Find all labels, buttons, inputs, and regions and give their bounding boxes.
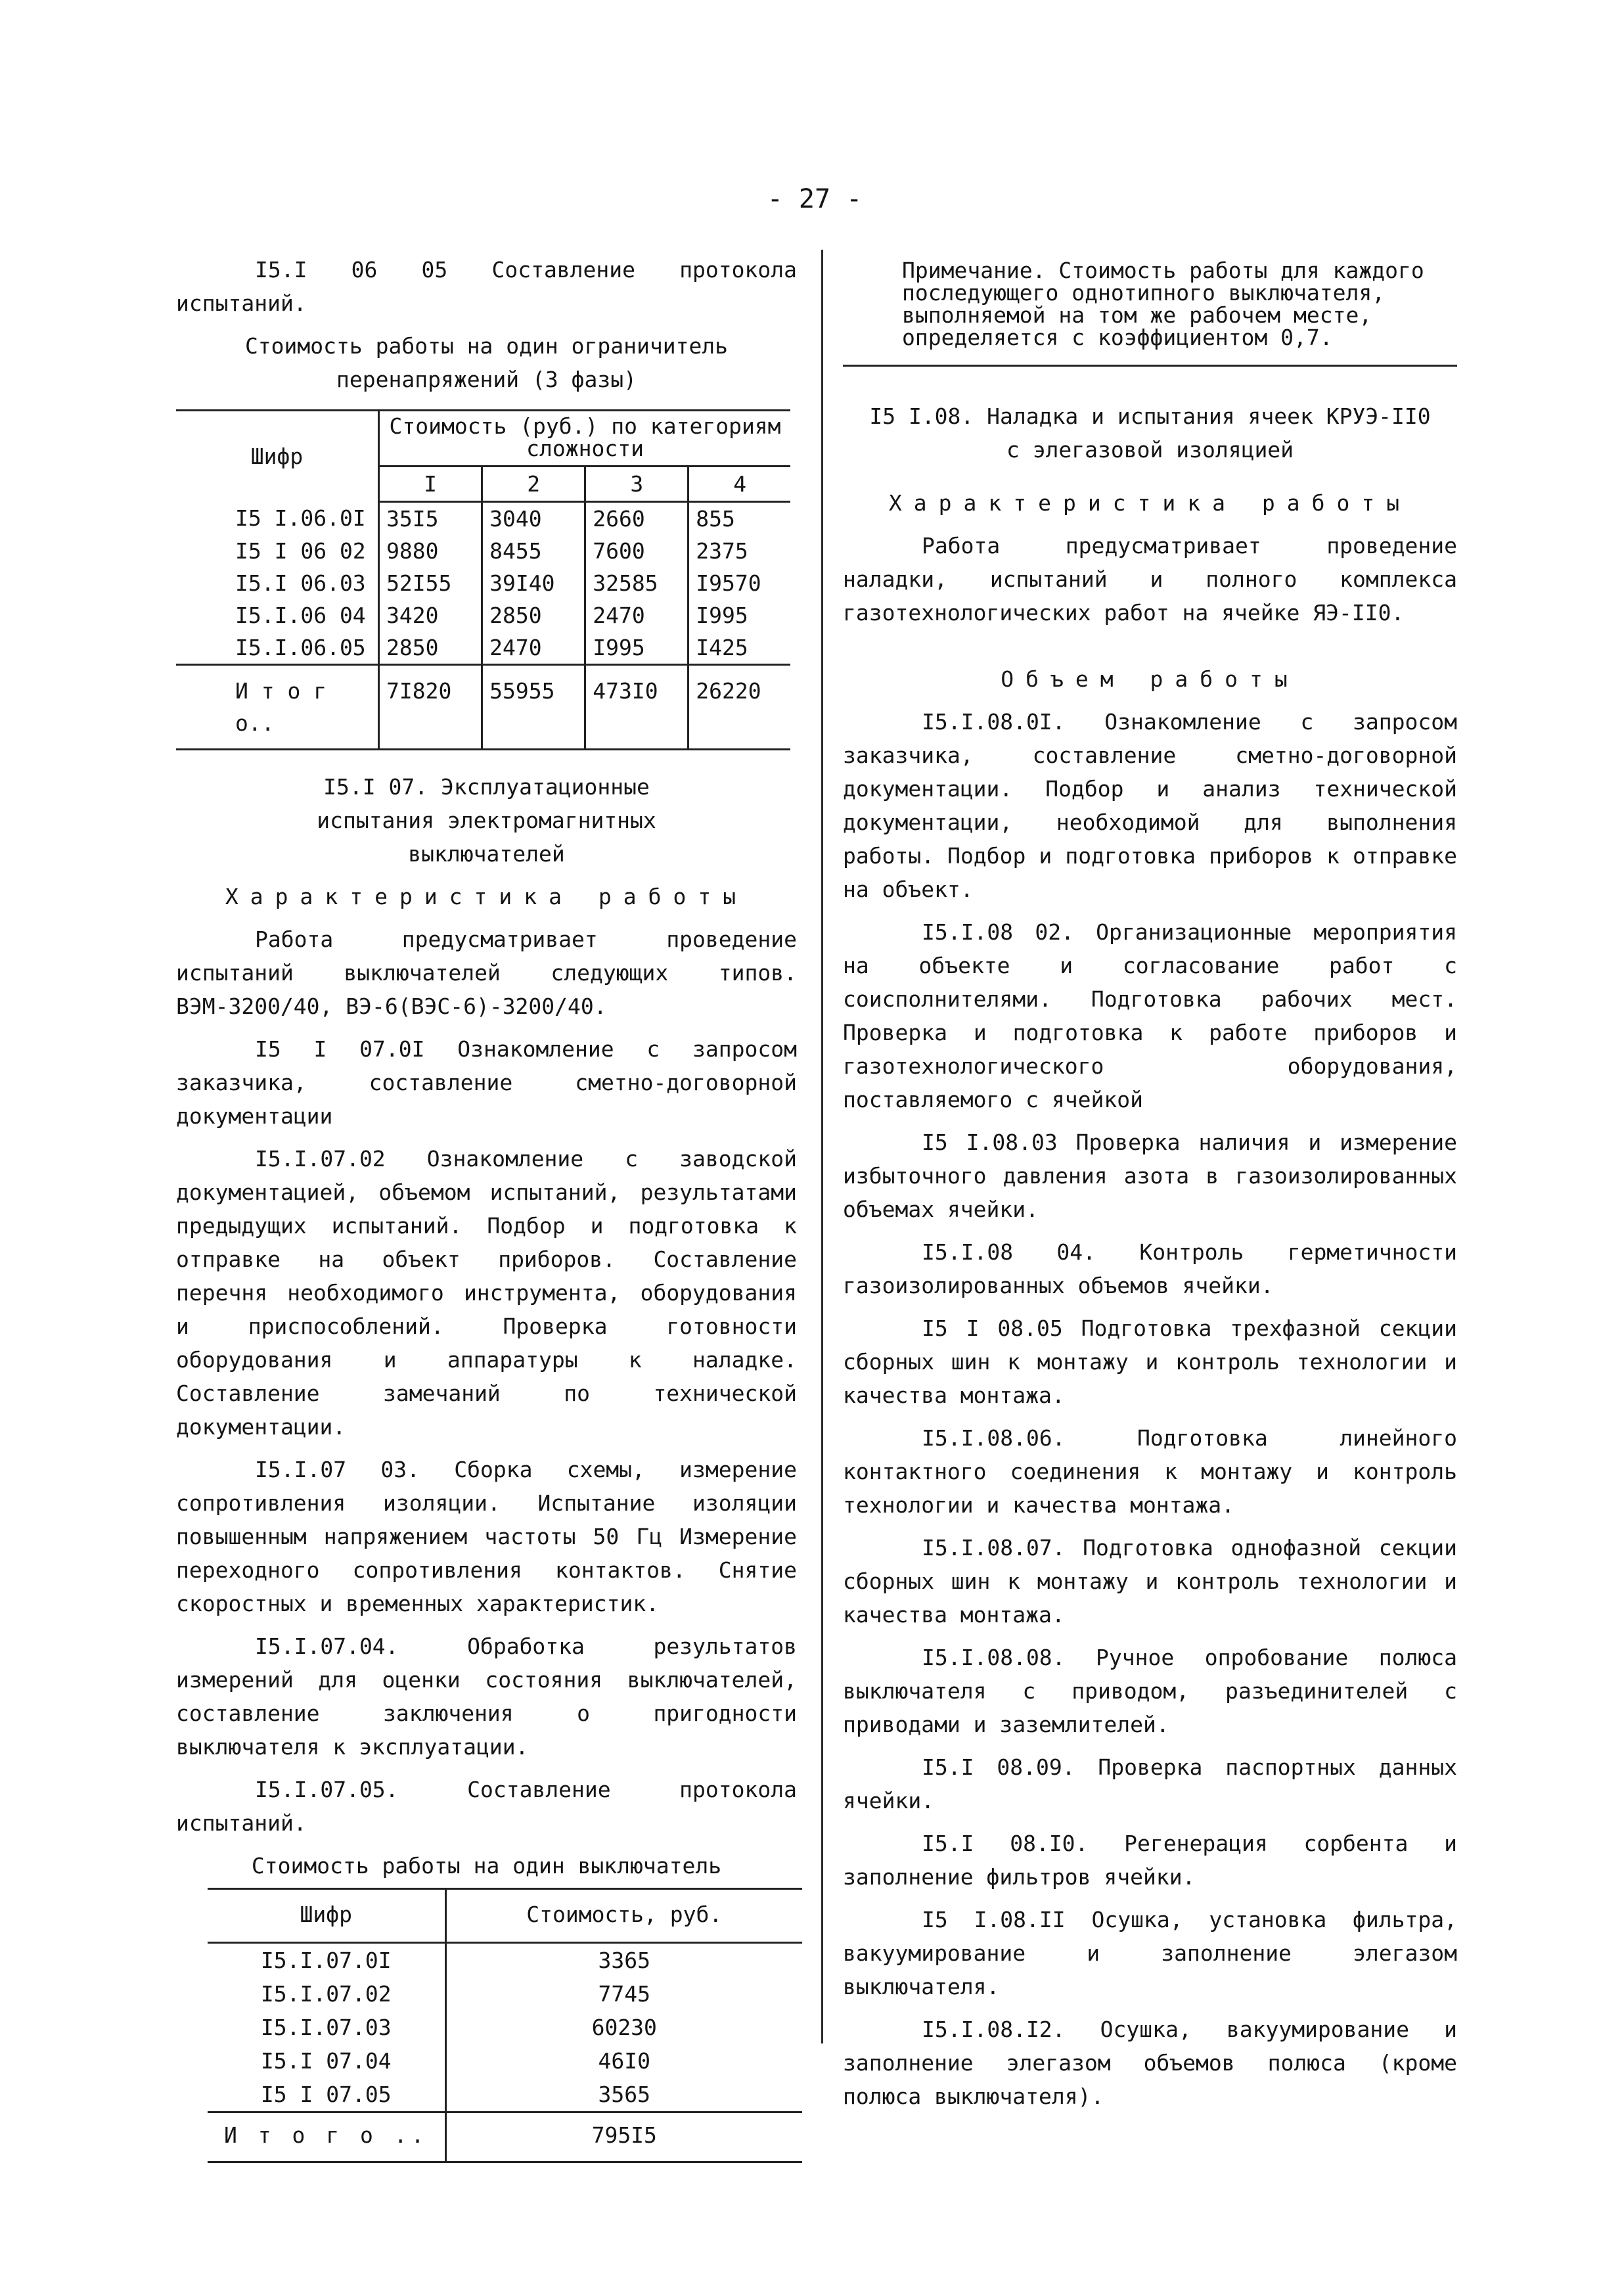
total-cell: 7I820: [379, 665, 482, 750]
work-item: I5.I.08.08. Ручное опробование полюса выключателя с приводом, разъединителей с приводами и заземлителей.: [843, 1645, 1457, 1737]
cell: 2470: [585, 599, 688, 631]
characteristic-text: Работа предусматривает проведение испытаний выключателей следующих типов. ВЭМ-3200/40, ВЭ-6(ВЭС-6)-3200/40.: [176, 926, 797, 1019]
note: Примечание. Стоимость работы для каждого последующего однотипного выключателя, выполняемой на том же рабочем месте, определяется с коэффициентом 0,7.: [902, 258, 1424, 350]
table-total-row: [176, 665, 790, 750]
cell: 3365: [598, 1948, 650, 1973]
row-code: I5.I.07.0I: [208, 1943, 445, 1978]
total-label: И т о г о ..: [208, 2112, 445, 2162]
section-heading-15-1-06-05: I5.I 06 05 Составление протокола испытаний.: [176, 257, 797, 316]
table-row: [176, 502, 790, 536]
table-row: [176, 631, 790, 665]
cell: 3040: [482, 502, 585, 536]
cell: 855: [696, 506, 735, 532]
cell: 2660: [585, 502, 688, 536]
table2-header-code: Шифр: [208, 1889, 445, 1943]
cost-table-breaker: [208, 1888, 802, 2163]
column-divider: [821, 250, 823, 2043]
table-total-row: [208, 2112, 802, 2162]
cell: 32585: [585, 567, 688, 599]
cell: 9880: [379, 535, 482, 567]
cost-table-limiter: [176, 409, 790, 750]
cell: 2850: [482, 599, 585, 631]
scope-title: Объем работы: [1001, 666, 1299, 692]
characteristic-text: Работа предусматривает проведение наладки, испытаний и полного комплекса газотехнологических работ на ячейке ЯЭ-II0.: [843, 533, 1457, 626]
row-code: I5.I 07.04: [208, 2044, 445, 2078]
table2-header-cost: Стоимость, руб.: [445, 1889, 802, 1943]
total-cell: 795I5: [445, 2112, 802, 2162]
work-item: I5.I.08.07. Подготовка однофазной секции сборных шин к монтажу и контроль технологии и качества монтажа.: [843, 1535, 1457, 1628]
total-cell: 55955: [482, 665, 585, 750]
cell: 60230: [591, 2015, 657, 2040]
work-item: I5.I.08 04. Контроль герметичности газоизолированных объемов ячейки.: [843, 1239, 1457, 1298]
cell: 35I5: [379, 502, 482, 536]
row-code: I5.I 06.03: [176, 567, 379, 599]
row-code: I5.I.06 04: [176, 599, 379, 631]
row-code: I5.I.07.03: [208, 2011, 445, 2044]
work-item: I5 I 08.05 Подготовка трехфазной секции сборных шин к монтажу и контроль технологии и качества монтажа.: [843, 1315, 1457, 1408]
work-item: I5.I.08.I2. Осушка, вакуумирование и заполнение элегазом объемов полюса (кроме полюса выключателя).: [843, 2017, 1457, 2109]
page-number: - 27 -: [767, 184, 863, 214]
table1-category: 4: [688, 467, 790, 502]
cell: 46I0: [598, 2048, 650, 2074]
section-heading-15-1-08: I5 I.08. Наладка и испытания ячеек КРУЭ-II0 с элегазовой изоляцией: [869, 403, 1431, 463]
table-row: [176, 599, 790, 631]
work-item: I5.I.08 02. Организационные мероприятия на объекте и согласование работ с соисполнителями. Подготовка рабочих мест. Проверка и подготовка к работе приборов и газотехнологического оборудования, поставляемого с ячейкой: [843, 919, 1457, 1112]
total-cell: 26220: [688, 665, 790, 750]
total-cell: 473I0: [585, 665, 688, 750]
table2-caption: Стоимость работы на один выключатель: [251, 1853, 722, 1879]
table-row: [208, 2011, 802, 2044]
cell: 8455: [482, 535, 585, 567]
table1-header-code: Шифр: [176, 411, 379, 502]
work-item: I5.I.07.02 Ознакомление с заводской документацией, объемом испытаний, результатами предыдущих испытаний. Подбор и подготовка к отправке на объект приборов. Составление перечня необходимого инструмента, оборудования и приспособлений. Проверка готовности оборудования и аппаратуры к наладке. Составление замечаний по технической документации.: [176, 1146, 797, 1440]
cell: I995: [696, 603, 748, 628]
left-column: [176, 253, 797, 2163]
cell: 2850: [379, 631, 482, 665]
table-row: [176, 535, 790, 567]
characteristic-title: Характеристика работы: [225, 884, 748, 909]
work-item: I5 I 07.0I Ознакомление с запросом заказчика, составление сметно-договорной документации: [176, 1036, 797, 1129]
right-column: [843, 260, 1457, 2113]
cell: 2375: [696, 538, 748, 564]
table-row: [208, 2044, 802, 2078]
table1-category: 2: [482, 467, 585, 502]
section-heading-15-1-07: I5.I 07. Эксплуатационные испытания электромагнитных выключателей: [317, 774, 656, 867]
cell: 3420: [379, 599, 482, 631]
table1-header-cost: Стоимость (руб.) по категориям сложности: [379, 411, 790, 467]
cell: I425: [696, 635, 748, 660]
work-item: I5.I.08.0I. Ознакомление с запросом заказчика, составление сметно-договорной документации. Подбор и анализ технической документации, необходимой для выполнения работы. Подбор и подготовка приборов к отправке на объект.: [843, 709, 1457, 902]
work-item: I5.I.07.04. Обработка результатов измерений для оценки состояния выключателей, составление заключения о пригодности выключателя к эксплуатации.: [176, 1633, 797, 1760]
characteristic-title: Характеристика работы: [888, 490, 1412, 516]
table1-category: 3: [585, 467, 688, 502]
row-code: I5.I.06.05: [176, 631, 379, 665]
row-code: I5.I.07.02: [208, 1977, 445, 2011]
work-item: I5 I.08.03 Проверка наличия и измерение избыточного давления азота в газоизолированных объемах ячейки.: [843, 1130, 1457, 1222]
table-row: [176, 567, 790, 599]
cell: 39I40: [482, 567, 585, 599]
cell: 52I55: [379, 567, 482, 599]
table-row: [208, 1977, 802, 2011]
cell: 7600: [585, 535, 688, 567]
cell: I9570: [696, 570, 761, 596]
work-item: I5.I 08.I0. Регенерация сорбента и заполнение фильтров ячейки.: [843, 1831, 1457, 1890]
cell: 3565: [598, 2082, 650, 2107]
cell: 7745: [598, 1981, 650, 2007]
cell: 2470: [482, 631, 585, 665]
work-item: I5 I.08.II Осушка, установка фильтра, вакуумирование и заполнение элегазом выключателя.: [843, 1907, 1457, 1999]
total-label: И т о г о..: [176, 665, 379, 750]
work-item: I5.I.07 03. Сборка схемы, измерение сопротивления изоляции. Испытание изоляции повышенным напряжением частоты 50 Гц Измерение переходного сопротивления контактов. Снятие скоростных и временных характеристик.: [176, 1457, 797, 1616]
table1-caption: Стоимость работы на один ограничитель перенапряжений (3 фазы): [244, 333, 729, 392]
table-row: [208, 1943, 802, 1978]
work-item: I5.I.07.05. Составление протокола испытаний.: [176, 1777, 797, 1836]
work-item: I5.I 08.09. Проверка паспортных данных ячейки.: [843, 1754, 1457, 1814]
row-code: I5 I 07.05: [208, 2078, 445, 2112]
row-code: I5 I 06 02: [176, 535, 379, 567]
note-rule: [843, 365, 1457, 367]
work-item: I5.I.08.06. Подготовка линейного контактного соединения к монтажу и контроль технологии и качества монтажа.: [843, 1425, 1457, 1518]
table1-category: I: [379, 467, 482, 502]
row-code: I5 I.06.0I: [176, 502, 379, 536]
table-row: [208, 2078, 802, 2112]
cell: I995: [585, 631, 688, 665]
